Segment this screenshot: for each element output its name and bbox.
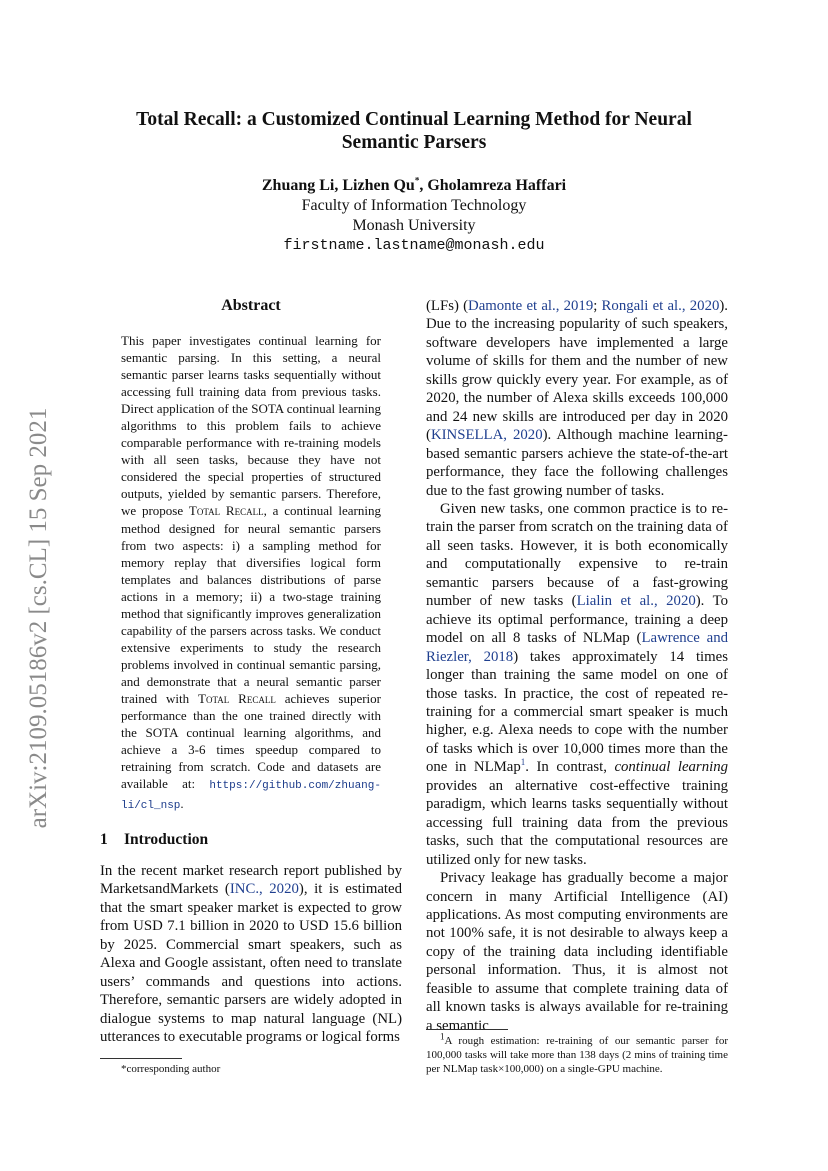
- footnote-rule: [426, 1029, 508, 1030]
- abstract-text: This paper investigates continual learning for semantic parsing. In this setting, a neural semantic parser learns tasks sequentially without accessing full training data from previous tasks. Direct application of the SOTA continual learning algorithms to this problem fails to achieve comparable performance with re-training models with all seen tasks, because they have not considered the special properties of structured outputs, yielded by semantic parsers. Therefore, we propose Total Recall, a continual learning method designed for neural semantic parsers from two aspects: i) a sampling method for memory replay that diversifies logical form templates and balances distributions of parse actions in a memory; ii) a two-stage training method that significantly improves generalization capability of the parsers across tasks. We conduct extensive experiments to study the research problems involved in continual semantic parsing, and demonstrate that a neural semantic parser trained with Total Recall achieves superior performance than the one trained directly with the SOTA continual learning algorithms, and achieve a 3-6 times speedup compared to retraining from scratch. Code and datasets are available at: https://github.com/zhuang-li/cl_nsp.: [121, 333, 381, 813]
- citation-link[interactable]: Lawrence and Riezler, 2018: [426, 630, 728, 665]
- paragraph-2: Given new tasks, one common practice is to re-train the parser from scratch on the training data of all seen tasks. However, it is both economically and computationally expensive to re-train semantic parsers because of a fast-growing number of new tasks (Lialin et al., 2020). To achieve its optimal performance, training a deep model on all 8 tasks of NLMap (Lawrence and Riezler, 2018) takes approximately 14 times longer than training the same model on one of those tasks. In practice, the cost of repeated re-training for a commercial smart speaker is much higher, e.g. Alexa needs to cope with the number of tasks which is over 10,000 times more than the one in NLMap$^1$. In contrast, continual learning provides an alternative cost-effective training paradigm, which learns tasks sequentially without accessing full training data from the previous tasks, such that the computational resources are utilized only for new tasks.: [426, 500, 729, 868]
- footnote-ref[interactable]: 1: [520, 757, 526, 768]
- footnote-rule: [100, 1058, 182, 1059]
- footnote-corresponding: *corresponding author: [121, 1063, 221, 1075]
- method-name: Total Recall: [188, 503, 264, 519]
- citation-link[interactable]: Rongali et al., 2020: [601, 298, 720, 314]
- university: Monash University: [352, 217, 476, 234]
- citation-link[interactable]: Lialin et al., 2020: [576, 593, 696, 610]
- paper-title: Total Recall: a Customized Continual Learning Method for Neural Semantic Parsers: [136, 109, 692, 153]
- citation-link[interactable]: Damonte et al., 2019: [468, 298, 594, 314]
- abstract-heading: Abstract: [221, 297, 281, 314]
- author-names: Zhuang Li, Lizhen Qu*, Gholamreza Haffari: [261, 175, 567, 194]
- intro-paragraph: In the recent market research report published by MarketsandMarkets (INC., 2020), it is estimated that the smart speaker market is expected to grow from USD 7.1 billion in 2020 to USD 15.6 billion by 2025. Commercial smart speakers, such as Alexa and Google assistant, often need to translate users’ commands and questions into actions. Therefore, semantic parsers are widely adopted in dialogue systems to map natural language (NL) utterances to executable programs or logical forms: [100, 863, 402, 1046]
- arxiv-watermark: [18, 368, 60, 868]
- arxiv-id: arXiv:2109.05186v2 [cs.CL] 15 Sep 2021: [25, 407, 52, 829]
- left-column-intro: [100, 862, 402, 1047]
- citation-link[interactable]: KINSELLA, 2020: [430, 427, 543, 444]
- paragraph-1: (LFs) (Damonte et al., 2019; Rongali et al., 2020). Due to the increasing popularity of such speakers, software developers have implemented a large volume of skills for them and the number of new skills grow quickly every year. For example, as of 2020, the number of Alexa skills exceeds 100,000 and 24 new skills are introduced per day in 2020 (KINSELLA, 2020). Although machine learning-based semantic parsers achieve the state-of-the-art performance, they face the following challenges due to the fast growing number of tasks.: [426, 298, 729, 499]
- paragraph-3: Privacy leakage has gradually become a major concern in many Artificial Intelligence (AI) applications. As most computing environments are not 100% safe, it is not desirable to always keep a copy of the training data including identifiable personal information. Thus, it is almost not feasible to assume that complete training data of all known tasks is always available for re-training a semantic: [426, 870, 728, 1034]
- method-name: Total Recall: [198, 690, 276, 706]
- corresponding-mark: *: [414, 175, 420, 186]
- email: firstname.lastname@monash.edu: [283, 237, 545, 254]
- citation-link[interactable]: INC., 2020: [229, 881, 299, 898]
- right-column: [426, 297, 728, 1035]
- section-heading: 1 Introduction: [100, 831, 209, 848]
- footnote-1: $^1$A rough estimation: re-training of our semantic parser for 100,000 tasks will take more than 138 days (2 mins of training time per NLMap task×100,000) on a single-GPU machine.: [426, 1031, 728, 1075]
- author-block: [100, 176, 728, 256]
- code-link[interactable]: https://github.com/zhuang-li/cl_nsp: [121, 780, 381, 813]
- affiliation: Faculty of Information Technology: [301, 197, 527, 214]
